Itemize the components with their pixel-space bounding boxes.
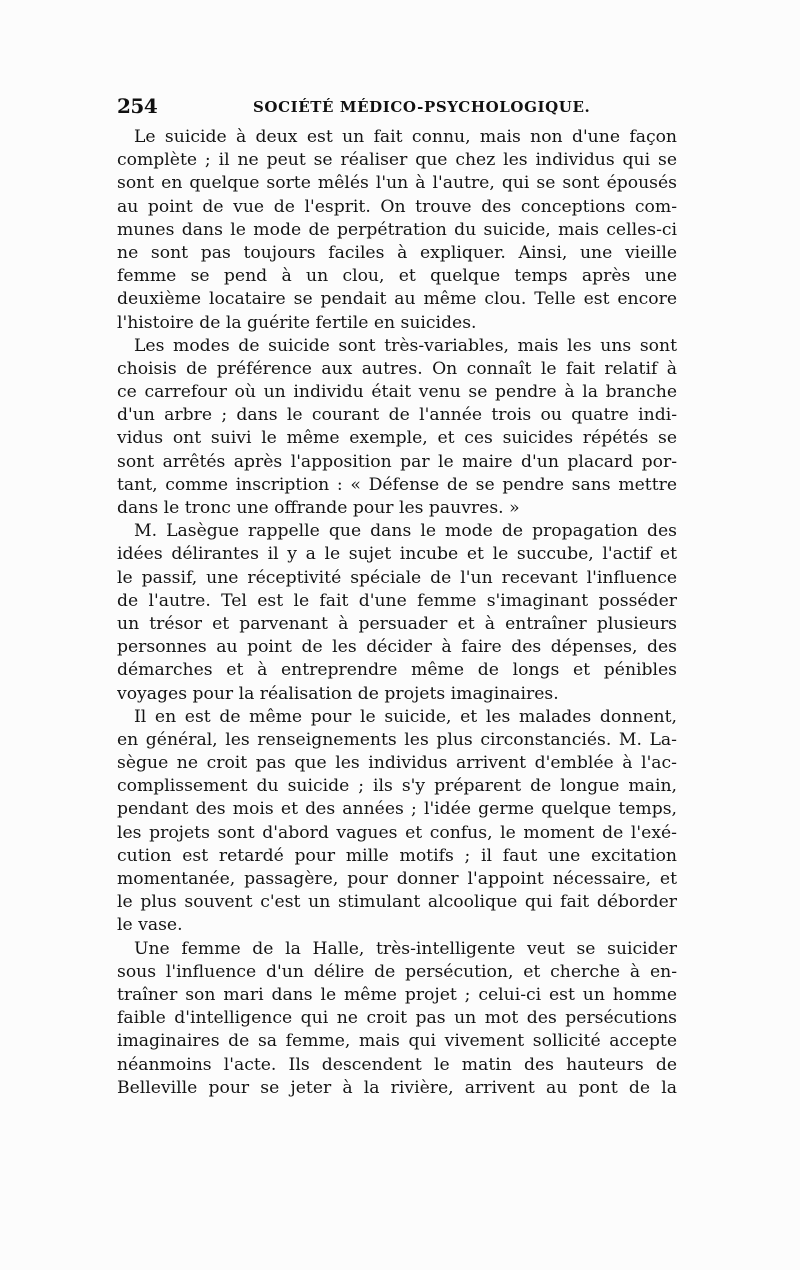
text-line: vidus ont suivi le même exemple, et ces suicides répétés se	[117, 428, 677, 449]
text-line: démarches et à entreprendre même de longs et pénibles	[117, 660, 677, 681]
text-line: le passif, une réceptivité spéciale de l'un recevant l'influence	[117, 567, 677, 588]
text-line: M. Lasègue rappelle que dans le mode de propagation des	[134, 521, 677, 542]
text-line: complissement du suicide ; ils s'y préparent de longue main,	[117, 776, 677, 797]
text-line: le plus souvent c'est un stimulant alcoolique qui fait déborder	[117, 892, 677, 913]
text-line: deuxième locataire se pendait au même clou. Telle est encore	[117, 289, 677, 310]
text-line: d'un arbre ; dans le courant de l'année trois ou quatre indi-	[117, 405, 677, 426]
text-line: sont arrêtés après l'apposition par le maire d'un placard por-	[117, 451, 677, 472]
text-line: en général, les renseignements les plus circonstanciés. M. La-	[117, 729, 677, 750]
text-line: Le suicide à deux est un fait connu, mais non d'une façon	[134, 127, 677, 147]
running-title: SOCIÉTÉ MÉDICO-PSYCHOLOGIQUE.	[253, 98, 591, 116]
text-line: sont en quelque sorte mêlés l'un à l'autre, qui se sont épousés	[117, 173, 677, 194]
text-line: l'histoire de la guérite fertile en suicides.	[117, 312, 477, 333]
text-line: sègue ne croit pas que les individus arrivent d'emblée à l'ac-	[117, 753, 677, 774]
text-line: traîner son mari dans le même projet ; celui-ci est un homme	[117, 984, 677, 1005]
text-line: personnes au point de les décider à faire des dépenses, des	[117, 637, 677, 658]
text-line: choisis de préférence aux autres. On connaît le fait relatif à	[117, 358, 677, 379]
text-line: dans le tronc une offrande pour les pauvres. »	[117, 498, 520, 518]
text-line: ce carrefour où un individu était venu se pendre à la branche	[117, 382, 677, 403]
text-line: femme se pend à un clou, et quelque temps après une	[117, 266, 677, 287]
body-text	[117, 126, 677, 1100]
text-line: Il en est de même pour le suicide, et les malades donnent,	[134, 706, 677, 727]
text-line: sous l'influence d'un délire de persécution, et cherche à en-	[117, 961, 677, 982]
text-line: tant, comme inscription : « Défense de se pendre sans mettre	[117, 474, 677, 495]
text-line: le vase.	[117, 915, 183, 936]
text-line: Belleville pour se jeter à la rivière, arrivent au pont de la	[117, 1077, 677, 1098]
text-line: complète ; il ne peut se réaliser que chez les individus qui se	[117, 150, 677, 171]
text-line: de l'autre. Tel est le fait d'une femme s'imaginant posséder	[117, 590, 677, 611]
text-line: au point de vue de l'esprit. On trouve des conceptions com-	[117, 196, 677, 217]
text-line: idées délirantes il y a le sujet incube et le succube, l'actif et	[117, 544, 677, 565]
text-line: voyages pour la réalisation de projets imaginaires.	[117, 683, 559, 704]
text-line: pendant des mois et des années ; l'idée germe quelque temps,	[117, 799, 677, 820]
text-line: Une femme de la Halle, très-intelligente veut se suicider	[134, 938, 677, 959]
text-line: cution est retardé pour mille motifs ; il faut une excitation	[117, 845, 677, 866]
text-line: imaginaires de sa femme, mais qui vivement sollicité accepte	[117, 1031, 677, 1052]
page-number: 254	[117, 94, 158, 118]
text-line: Les modes de suicide sont très-variables, mais les uns sont	[134, 335, 677, 356]
text-line: momentanée, passagère, pour donner l'appoint nécessaire, et	[117, 869, 677, 889]
page-header	[117, 94, 677, 122]
text-line: les projets sont d'abord vagues et confus, le moment de l'exé-	[117, 822, 677, 843]
text-line: munes dans le mode de perpétration du suicide, mais celles-ci	[117, 219, 677, 240]
text-line: un trésor et parvenant à persuader et à entraîner plusieurs	[117, 613, 677, 634]
text-line: néanmoins l'acte. Ils descendent le matin des hauteurs de	[117, 1054, 677, 1075]
text-line: faible d'intelligence qui ne croit pas un mot des persécutions	[117, 1008, 677, 1029]
text-line: ne sont pas toujours faciles à expliquer. Ainsi, une vieille	[117, 242, 677, 263]
